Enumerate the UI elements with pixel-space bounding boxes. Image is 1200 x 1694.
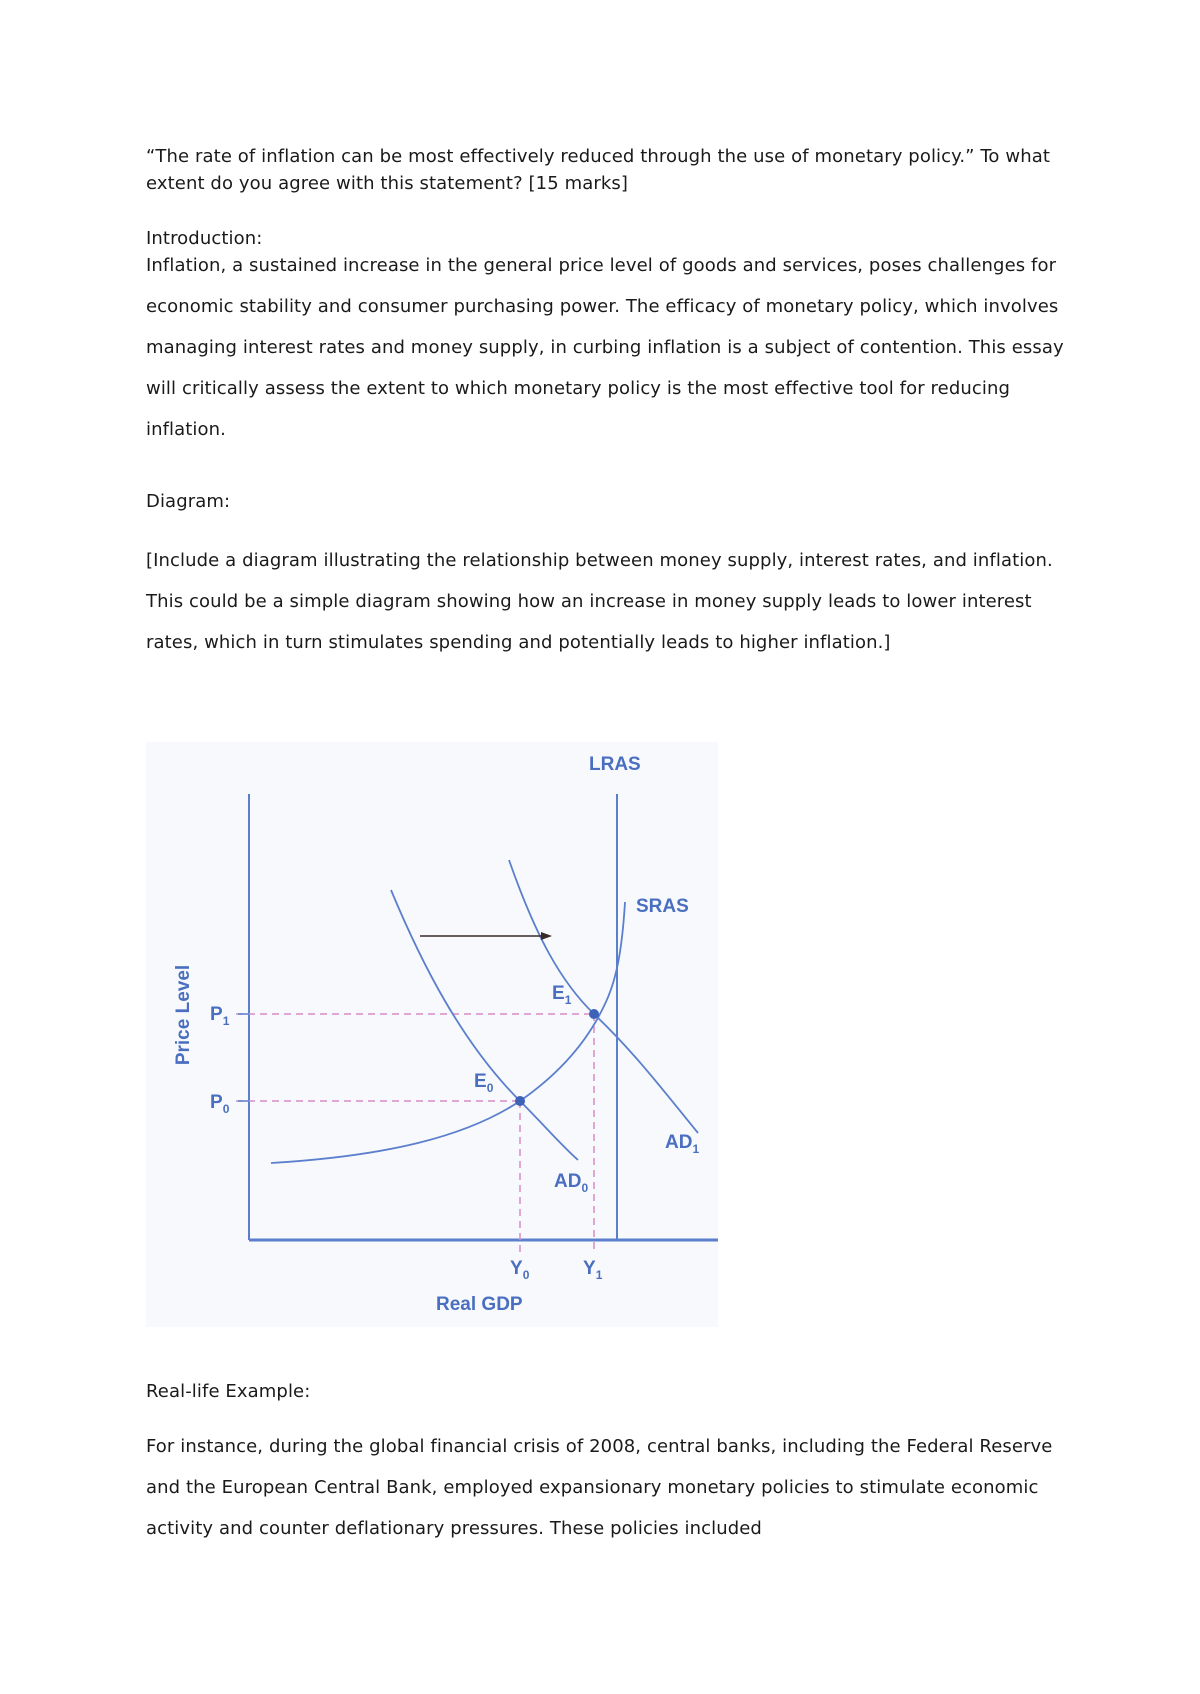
real-life-example-heading: Real-life Example: xyxy=(146,1381,311,1402)
p1-label: $P_1$ xyxy=(210,1004,230,1028)
y1-label: $Y_1$ xyxy=(583,1258,603,1282)
e0-point xyxy=(515,1096,525,1106)
y0-label: $Y_0$ xyxy=(510,1258,530,1282)
introduction-heading: Introduction: xyxy=(146,228,263,249)
ad-as-diagram-svg xyxy=(146,742,718,1327)
e0-label: $E_0$ xyxy=(474,1071,494,1095)
ad0-label: $AD_0$ xyxy=(554,1171,589,1195)
p0-label: $P_0$ xyxy=(210,1092,230,1116)
ad1-label: $AD_1$ xyxy=(665,1132,700,1156)
y-axis-label: Price Level xyxy=(173,964,194,1066)
x-axis-label: Real GDP xyxy=(436,1294,523,1315)
diagram-heading: Diagram: xyxy=(146,491,231,512)
sras-label: SRAS xyxy=(636,896,689,917)
diagram-instruction: [Include a diagram illustrating the relationship between money supply, interest rates, and inflation. This could be a simple diagram showing how an increase in money supply leads to lower interest rates, which in turn stimulates spending and potentially leads to higher inflation.] xyxy=(146,550,1053,653)
lras-label: LRAS xyxy=(589,754,641,775)
e1-label: $E_1$ xyxy=(552,983,572,1007)
introduction-paragraph: Inflation, a sustained increase in the general price level of goods and services, poses challenges for economic stability and consumer purchasing power. The efficacy of monetary policy, which involves managing interest rates and money supply, in curbing inflation is a subject of contention. This essay will critically assess the extent to which monetary policy is the most effective tool for reducing inflation. xyxy=(146,255,1064,440)
real-life-example-paragraph: For instance, during the global financial crisis of 2008, central banks, including the Federal Reserve and the European Central Bank, employed expansionary monetary policies to stimulate economic activity and counter deflationary pressures. These policies included xyxy=(146,1436,1053,1539)
essay-question: “The rate of inflation can be most effectively reduced through the use of monetary policy.” To what extent do you agree with this statement? [15 marks] xyxy=(146,146,1050,194)
ad-as-diagram xyxy=(146,742,718,1327)
e1-point xyxy=(589,1009,599,1019)
